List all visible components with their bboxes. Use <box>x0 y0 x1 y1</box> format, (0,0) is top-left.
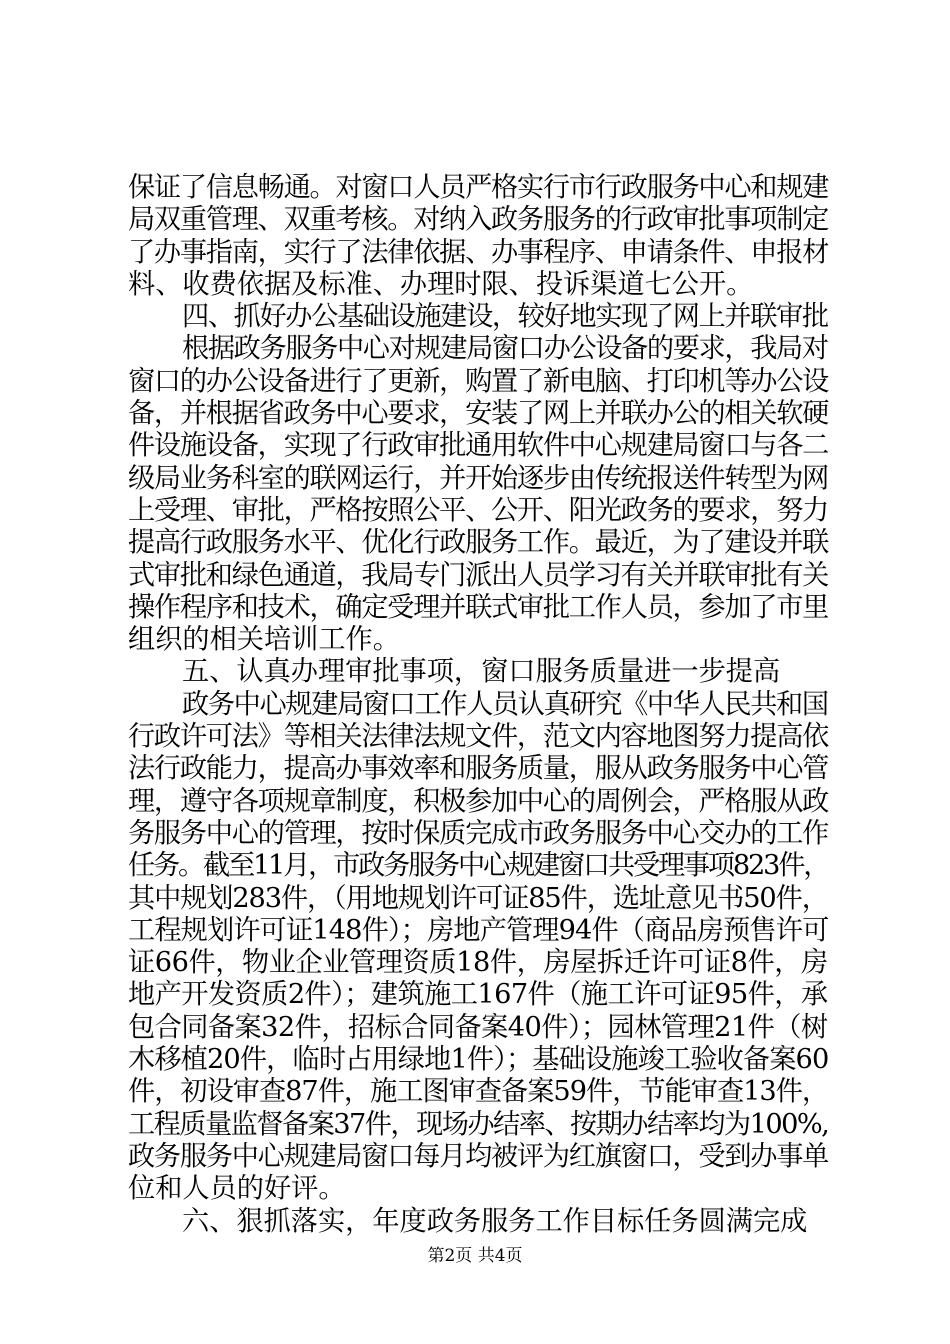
paragraph-line: 了办事指南，实行了法律依据、办事程序、申请条件、申报材 <box>128 236 829 268</box>
paragraph-line: 务服务中心的管理，按时保质完成市政务服务中心交办的工作 <box>128 817 829 849</box>
paragraph-line: 局双重管理、双重考核。对纳入政务服务的行政审批事项制定 <box>128 204 829 236</box>
page-footer <box>0 1245 950 1267</box>
paragraph-line: 工程质量监督备案37件，现场办结率、按期办结率均为100%, <box>128 1108 829 1140</box>
paragraph-line-indented: 四、抓好办公基础设施建设，较好地实现了网上并联审批 <box>182 301 828 333</box>
paragraph-line: 提高行政服务水平、优化行政服务工作。最近，为了建设并联 <box>128 527 829 559</box>
paragraph-line: 包合同备案32件，招标合同备案40件）；园林管理21件（树 <box>128 1011 828 1043</box>
paragraph-line: 级局业务科室的联网运行，并开始逐步由传统报送件转型为网 <box>128 462 829 494</box>
paragraph-line: 件，初设审查87件，施工图审查备案59件，节能审查13件， <box>128 1076 829 1108</box>
paragraph-line: 地产开发资质2件）；建筑施工167件（施工许可证95件，承 <box>128 979 828 1011</box>
paragraph-line-indented: 六、狠抓落实，年度政务服务工作目标任务圆满完成 <box>182 1205 808 1237</box>
paragraph-line-indented: 五、认真办理审批事项，窗口服务质量进一步提高 <box>182 656 781 688</box>
paragraph-line: 式审批和绿色通道，我局专门派出人员学习有关并联审批有关 <box>128 559 829 591</box>
paragraph-line: 理，遵守各项规章制度，积极参加中心的周例会，严格服从政 <box>128 785 829 817</box>
paragraph-line: 任务。截至11月，市政务服务中心规建窗口共受理事项823件， <box>128 850 829 882</box>
paragraph-line: 工程规划许可证148件）；房地产管理94件（商品房预售许可 <box>128 914 829 946</box>
paragraph-line: 政务服务中心规建局窗口每月均被评为红旗窗口，受到办事单 <box>128 1140 829 1172</box>
paragraph-line: 备，并根据省政务中心要求，安装了网上并联办公的相关软硬 <box>128 398 829 430</box>
paragraph-line: 其中规划283件，（用地规划许可证85件，选址意见书50件， <box>128 882 828 914</box>
paragraph-line: 木移植20件，临时占用绿地1件）；基础设施竣工验收备案60 <box>128 1044 829 1076</box>
paragraph-line: 料、收费依据及标准、办理时限、投诉渠道七公开。 <box>128 268 754 300</box>
paragraph-line: 证66件，物业企业管理资质18件，房屋拆迁许可证8件，房 <box>128 947 828 979</box>
paragraph-line: 上受理、审批，严格按照公平、公开、阳光政务的要求，努力 <box>128 494 829 526</box>
paragraph-line: 操作程序和技术，确定受理并联式审批工作人员，参加了市里 <box>128 591 829 623</box>
paragraph-line: 保证了信息畅通。对窗口人员严格实行市行政服务中心和规建 <box>128 172 829 203</box>
paragraph-line-indented: 政务中心规建局窗口工作人员认真研究《中华人民共和国 <box>182 688 828 720</box>
paragraph-line: 组织的相关培训工作。 <box>128 624 400 656</box>
paragraph-line: 窗口的办公设备进行了更新，购置了新电脑、打印机等办公设 <box>128 365 829 397</box>
paragraph-line: 位和人员的好评。 <box>128 1173 346 1205</box>
paragraph-line: 件设施设备，实现了行政审批通用软件中心规建局窗口与各二 <box>128 430 829 462</box>
document-body <box>128 172 828 1238</box>
paragraph-line: 法行政能力，提高办事效率和服务质量，服从政务服务中心管 <box>128 753 829 785</box>
paragraph-line-indented: 根据政务服务中心对规建局窗口办公设备的要求，我局对 <box>182 333 828 365</box>
page-number: 第2页 共4页 <box>427 1246 523 1266</box>
paragraph-line: 行政许可法》等相关法律法规文件，范文内容地图努力提高依 <box>128 721 829 753</box>
